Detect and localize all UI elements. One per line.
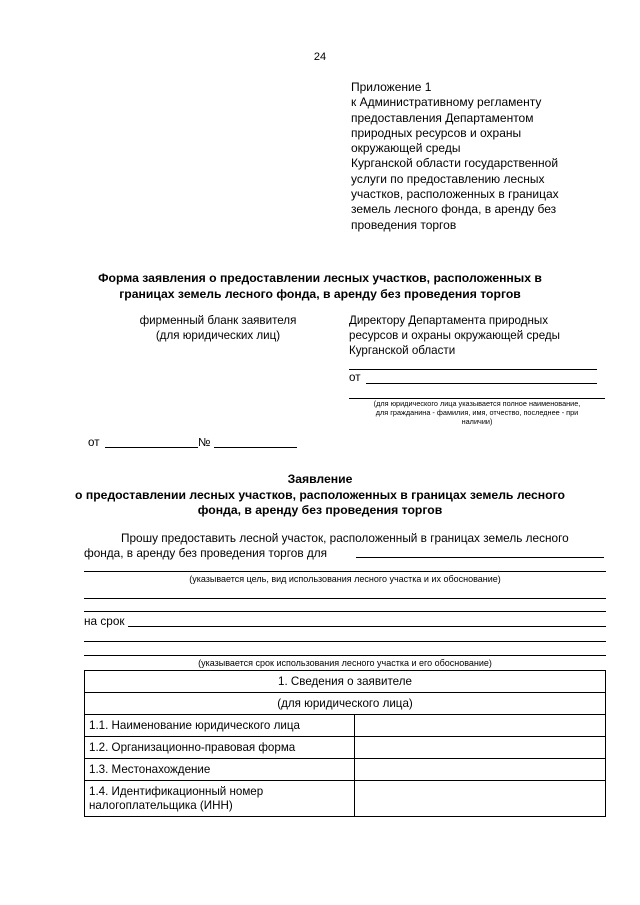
term-label: на срок	[84, 614, 125, 628]
table-section-subtitle-row	[85, 693, 606, 715]
letterhead-line: фирменный бланк заявителя	[139, 314, 297, 327]
form-title-line: границах земель лесного фонда, в аренду без проведения торгов	[119, 286, 521, 301]
form-title	[70, 271, 570, 302]
purpose-caption: (указывается цель, вид использования лесного участка и их обоснование)	[189, 574, 501, 584]
number-field[interactable]	[214, 447, 297, 448]
addressee-from-label: от	[349, 371, 361, 384]
request-paragraph-line1: Прошу предоставить лесной участок, расположенный в границах земель лесного	[121, 531, 569, 545]
appendix-line: к Административному регламенту	[351, 95, 542, 110]
purpose-field-line[interactable]	[84, 611, 606, 612]
appendix-line: природных ресурсов и охраны	[351, 125, 522, 140]
page-number: 24	[313, 51, 327, 63]
addressee-blank-line[interactable]	[349, 369, 597, 370]
appendix-line: участков, расположенных в границах	[351, 187, 559, 202]
statement-title	[70, 472, 570, 519]
appendix-block	[351, 80, 601, 233]
appendix-line: предоставления Департаментом	[351, 110, 534, 125]
term-field-line[interactable]	[84, 641, 606, 642]
term-field[interactable]	[128, 626, 606, 627]
statement-title-line: о предоставлении лесных участков, расположенных в границах земель лесного	[75, 487, 565, 502]
table-row-label-line: налогоплательщика (ИНН)	[89, 798, 233, 812]
addressee-block	[349, 313, 609, 358]
table-row	[85, 737, 606, 759]
appendix-line: окружающей среды	[351, 141, 461, 156]
statement-title-line: фонда, в аренду без проведения торгов	[197, 503, 443, 517]
table-section-subtitle: (для юридического лица)	[85, 693, 606, 715]
letterhead-note	[108, 313, 328, 343]
addressee-note-line: наличии)	[461, 417, 493, 426]
addressee-line: ресурсов и охраны окружающей среды	[349, 329, 560, 342]
term-field-line[interactable]	[84, 655, 606, 656]
inn-field[interactable]	[355, 781, 606, 817]
addressee-note-line: (для юридического лица указывается полное наименование,	[373, 399, 581, 408]
table-row-label	[85, 781, 355, 817]
location-field[interactable]	[355, 759, 606, 781]
table-section-title: 1. Сведения о заявителе	[85, 671, 606, 693]
table-row-label: 1.1. Наименование юридического лица	[85, 715, 355, 737]
statement-title-line: Заявление	[287, 472, 353, 486]
purpose-field-line[interactable]	[84, 571, 606, 572]
addressee-line: Курганской области	[349, 344, 456, 357]
number-label: №	[198, 436, 211, 449]
term-caption: (указывается срок использования лесного участка и его обоснование)	[198, 658, 492, 668]
table-row-label: 1.3. Местонахождение	[85, 759, 355, 781]
appendix-line: земель лесного фонда, в аренду без	[351, 202, 557, 217]
applicant-info-table	[84, 670, 606, 817]
table-row-label: 1.2. Организационно-правовая форма	[85, 737, 355, 759]
addressee-line: Директору Департамента природных	[349, 314, 549, 327]
purpose-field[interactable]	[356, 557, 604, 558]
table-row	[85, 781, 606, 817]
date-field[interactable]	[105, 447, 198, 448]
appendix-line: проведения торгов	[351, 217, 457, 232]
table-row-label-line: 1.4. Идентификационный номер	[89, 784, 264, 798]
purpose-field-line[interactable]	[84, 598, 606, 599]
addressee-note	[346, 399, 608, 426]
legal-entity-name-field[interactable]	[355, 715, 606, 737]
appendix-line: услуги по предоставлению лесных	[351, 171, 545, 186]
legal-form-field[interactable]	[355, 737, 606, 759]
table-row	[85, 759, 606, 781]
letterhead-line: (для юридических лиц)	[155, 329, 281, 342]
appendix-line: Курганской области государственной	[351, 156, 559, 171]
form-title-line: Форма заявления о предоставлении лесных участков, расположенных в	[98, 271, 542, 285]
appendix-line: Приложение 1	[351, 80, 432, 94]
addressee-from-field[interactable]	[366, 383, 597, 384]
table-row	[85, 715, 606, 737]
addressee-note-line: для гражданина - фамилия, имя, отчество, последнее - при	[375, 408, 579, 417]
table-section-title-row	[85, 671, 606, 693]
request-paragraph-line2: фонда, в аренду без проведения торгов для	[84, 546, 328, 560]
date-from-label: от	[88, 436, 100, 449]
